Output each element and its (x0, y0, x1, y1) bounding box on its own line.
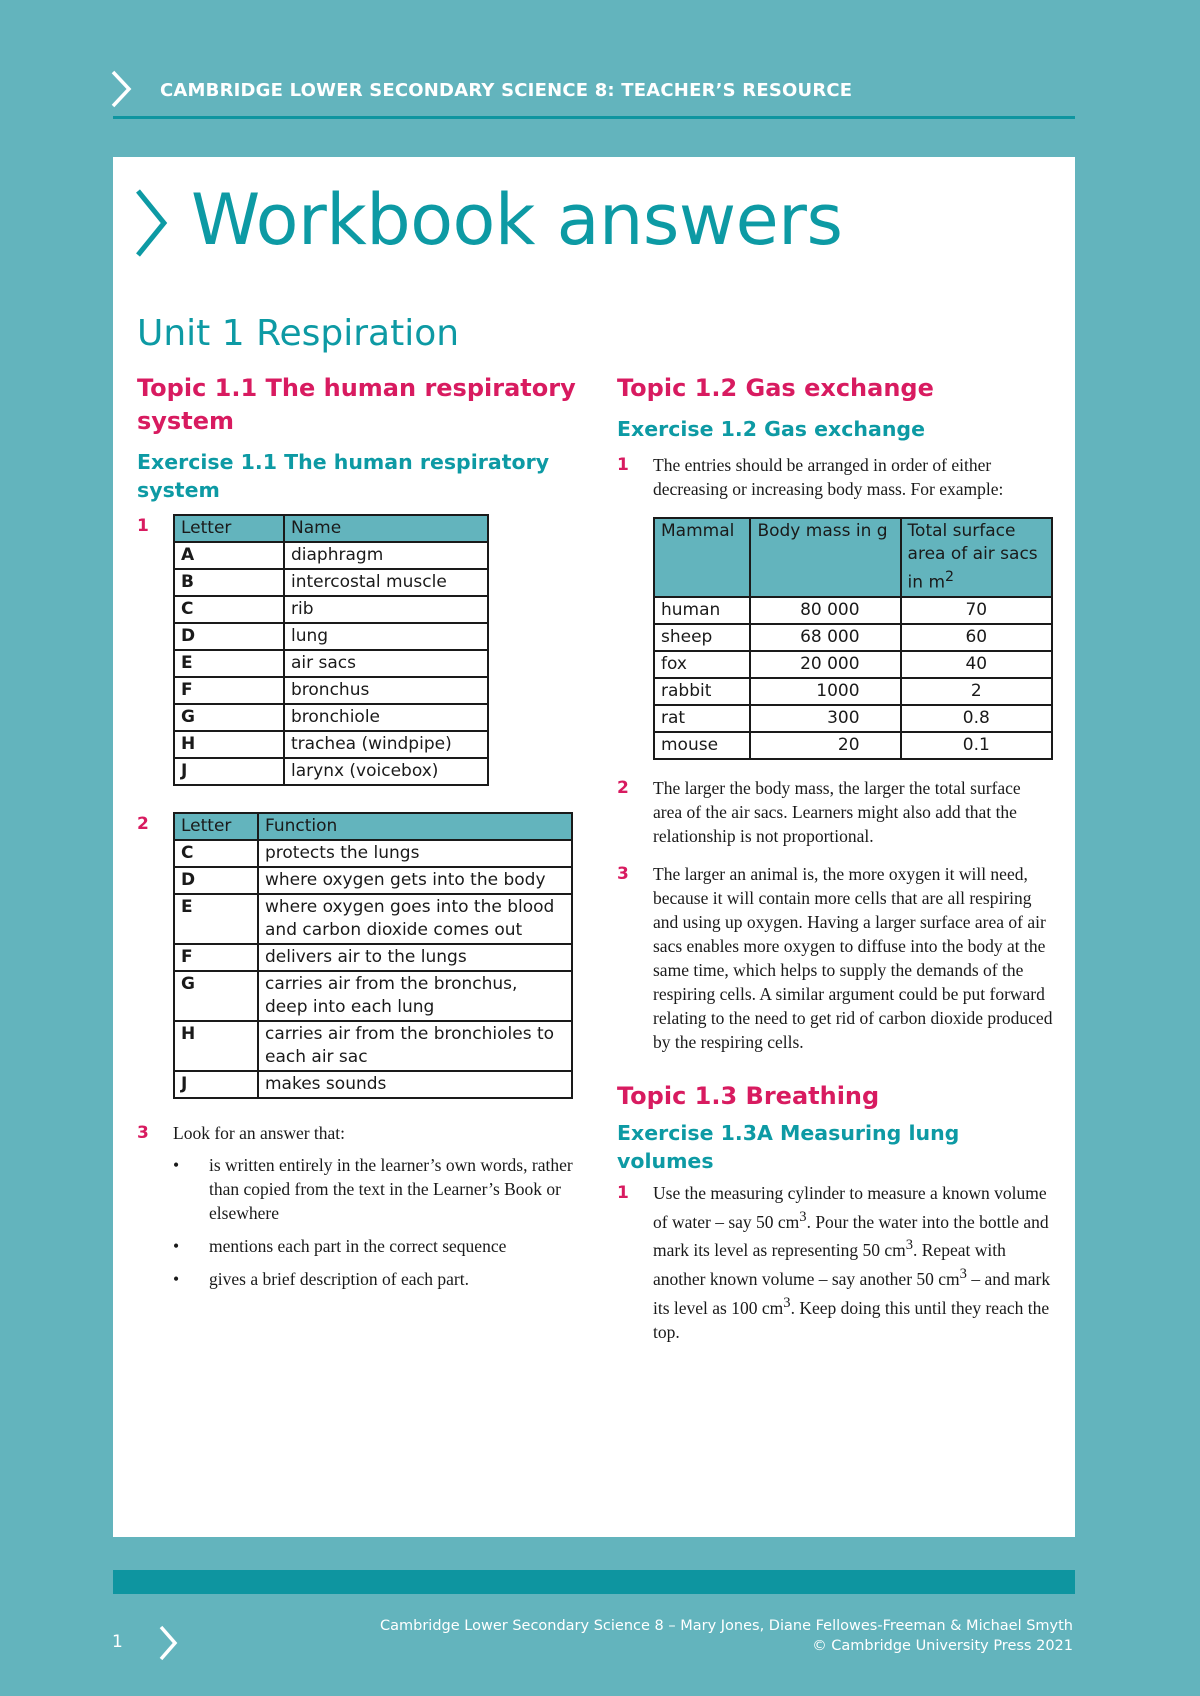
question-2 (137, 812, 577, 1099)
column-header: Letter (174, 515, 284, 542)
text-run: . Keep doing this until they reach the top. (653, 1297, 1050, 1342)
column-header: Function (258, 813, 572, 840)
right-column (617, 372, 1057, 1344)
question-number: 2 (617, 777, 629, 798)
mammal-cell: fox (654, 651, 750, 678)
question-3 (617, 862, 1057, 1054)
question-1 (137, 514, 577, 786)
header-divider (113, 116, 1075, 119)
table-header-row (654, 518, 1052, 597)
exercise-heading: Exercise 1.1 The human respiratory system (137, 450, 550, 502)
bullet-text: mentions each part in the correct sequence (209, 1236, 507, 1256)
table-row (174, 944, 572, 971)
table-row (174, 758, 488, 785)
bullet-list (173, 1153, 573, 1291)
answer-text: The larger an animal is, the more oxygen it will need, because it will contain more cells that are all respiring and using up oxygen. Having a larger surface area of air sacs enables more oxygen to diffuse into the body at the same time, which helps to supply the demands of the respiring cells. A similar argument could be put forward relating to the need to get rid of carbon dioxide produced by the respiring cells. (653, 863, 1053, 1052)
area-cell: 0.8 (901, 705, 1052, 732)
exercise-heading: Exercise 1.2 Gas exchange (617, 417, 925, 441)
list-item (173, 1234, 573, 1258)
name-cell: bronchiole (284, 704, 488, 731)
chevron-right-icon (133, 187, 169, 259)
topic-heading: Topic 1.2 Gas exchange (617, 374, 934, 402)
table-row (654, 597, 1052, 624)
name-cell: intercostal muscle (284, 569, 488, 596)
bullet-text: gives a brief description of each part. (209, 1269, 469, 1289)
function-cell: delivers air to the lungs (258, 944, 572, 971)
mammal-cell: rabbit (654, 678, 750, 705)
name-cell: diaphragm (284, 542, 488, 569)
mass-cell: 80 000 (750, 597, 900, 624)
topic-heading: Topic 1.3 Breathing (617, 1081, 880, 1110)
superscript: 3 (959, 1266, 967, 1283)
table-row (174, 731, 488, 758)
column-header (901, 518, 1052, 597)
header-text: Total surface area of air sacs in m (907, 521, 1038, 593)
table-row (654, 732, 1052, 759)
area-cell: 70 (901, 597, 1052, 624)
area-cell: 60 (901, 624, 1052, 651)
question-2 (617, 776, 1057, 848)
name-cell: lung (284, 623, 488, 650)
table-row (174, 596, 488, 623)
page-title: Workbook answers (191, 179, 843, 261)
functions-table (173, 812, 573, 1099)
question-number: 2 (137, 814, 149, 834)
mammal-cell: rat (654, 705, 750, 732)
table-row (174, 971, 572, 1021)
exercise-heading: Exercise 1.3A Measuring lung volumes (617, 1120, 960, 1173)
gas-exchange-table (653, 517, 1053, 760)
text-run: . Pour the water into the bottle and mark its level as representing 50 cm (653, 1211, 1049, 1261)
name-cell: larynx (voicebox) (284, 758, 488, 785)
function-cell: makes sounds (258, 1071, 572, 1098)
function-cell: carries air from the bronchus, deep into each lung (258, 971, 572, 1021)
mass-cell: 300 (750, 705, 900, 732)
mass-cell: 20 (750, 732, 900, 759)
letter-cell: G (174, 704, 284, 731)
name-cell: air sacs (284, 650, 488, 677)
text-run: . Repeat with another known volume – say another 50 cm (653, 1240, 1006, 1290)
footer-credits (380, 1616, 1073, 1656)
name-cell: rib (284, 596, 488, 623)
header-title: CAMBRIDGE LOWER SECONDARY SCIENCE 8: TEACHER’S RESOURCE (160, 80, 853, 101)
superscript: 3 (905, 1237, 913, 1254)
list-item (173, 1153, 573, 1225)
page-number: 1 (112, 1632, 123, 1652)
letter-cell: J (174, 1071, 258, 1098)
column-header: Mammal (654, 518, 750, 597)
letter-cell: F (174, 944, 258, 971)
letter-cell: J (174, 758, 284, 785)
left-column (137, 372, 577, 1300)
question-3 (137, 1121, 577, 1300)
table-row (174, 677, 488, 704)
column-header: Body mass in g (750, 518, 900, 597)
function-cell: where oxygen goes into the blood and carbon dioxide comes out (258, 894, 572, 944)
letter-cell: D (174, 623, 284, 650)
letter-cell: C (174, 596, 284, 623)
table-row (174, 1071, 572, 1098)
letter-cell: H (174, 1021, 258, 1071)
name-cell: trachea (windpipe) (284, 731, 488, 758)
letter-cell: G (174, 971, 258, 1021)
question-number: 3 (617, 863, 629, 884)
topic-heading: Topic 1.1 The human respiratory system (137, 374, 576, 435)
superscript: 2 (945, 569, 955, 585)
bullet-marker: • (173, 1155, 180, 1175)
table-header-row (174, 515, 488, 542)
content-panel (113, 157, 1075, 1537)
area-cell: 2 (901, 678, 1052, 705)
question-number: 3 (137, 1123, 149, 1143)
table-row (174, 867, 572, 894)
table-row (174, 1021, 572, 1071)
answer-text (653, 1181, 1053, 1344)
parts-table (173, 514, 489, 786)
table-row (174, 840, 572, 867)
mass-cell: 1000 (750, 678, 900, 705)
text-run: Use the measuring cylinder to measure a known volume of water – say 50 cm (653, 1182, 1047, 1232)
table-row (174, 569, 488, 596)
question-number: 1 (137, 516, 149, 536)
mammal-cell: mouse (654, 732, 750, 759)
mass-cell: 68 000 (750, 624, 900, 651)
letter-cell: E (174, 650, 284, 677)
table-row (654, 678, 1052, 705)
text-run: – and mark its level as 100 cm (653, 1269, 1051, 1318)
question-number: 1 (617, 1182, 629, 1203)
letter-cell: B (174, 569, 284, 596)
area-cell: 0.1 (901, 732, 1052, 759)
answer-text: The larger the body mass, the larger the total surface area of the air sacs. Learners might also add that the relationship is not proportional. (653, 777, 1021, 846)
footer-band (113, 1570, 1075, 1594)
table-row (654, 705, 1052, 732)
footer-copyright: © Cambridge University Press 2021 (812, 1638, 1073, 1654)
function-cell: carries air from the bronchioles to each air sac (258, 1021, 572, 1071)
table-row (654, 624, 1052, 651)
name-cell: bronchus (284, 677, 488, 704)
table-row (174, 623, 488, 650)
question-1 (617, 1181, 1057, 1344)
mammal-cell: sheep (654, 624, 750, 651)
table-row (654, 651, 1052, 678)
letter-cell: E (174, 894, 258, 944)
letter-cell: H (174, 731, 284, 758)
letter-cell: C (174, 840, 258, 867)
chevron-right-icon (110, 70, 132, 108)
superscript: 3 (799, 1208, 807, 1225)
column-header: Name (284, 515, 488, 542)
unit-title: Unit 1 Respiration (137, 313, 460, 354)
question-number: 1 (617, 455, 629, 475)
bullet-marker: • (173, 1236, 180, 1256)
function-cell: where oxygen gets into the body (258, 867, 572, 894)
letter-cell: A (174, 542, 284, 569)
function-cell: protects the lungs (258, 840, 572, 867)
table-row (174, 704, 488, 731)
letter-cell: D (174, 867, 258, 894)
mammal-cell: human (654, 597, 750, 624)
column-header: Letter (174, 813, 258, 840)
area-cell: 40 (901, 651, 1052, 678)
footer-authors: Cambridge Lower Secondary Science 8 – Mary Jones, Diane Fellowes-Freeman & Michael Smyth (380, 1618, 1073, 1634)
list-item (173, 1267, 573, 1291)
bullet-marker: • (173, 1269, 180, 1289)
answer-text: Look for an answer that: (173, 1123, 346, 1143)
table-row (174, 894, 572, 944)
superscript: 3 (783, 1295, 791, 1312)
table-header-row (174, 813, 572, 840)
table-row (174, 650, 488, 677)
chevron-right-icon (158, 1625, 178, 1661)
answer-text: The entries should be arranged in order of either decreasing or increasing body mass. For example: (653, 455, 1004, 499)
question-1 (617, 453, 1057, 760)
bullet-text: is written entirely in the learner’s own words, rather than copied from the text in the Learner’s Book or elsewhere (209, 1155, 573, 1223)
table-row (174, 542, 488, 569)
mass-cell: 20 000 (750, 651, 900, 678)
letter-cell: F (174, 677, 284, 704)
